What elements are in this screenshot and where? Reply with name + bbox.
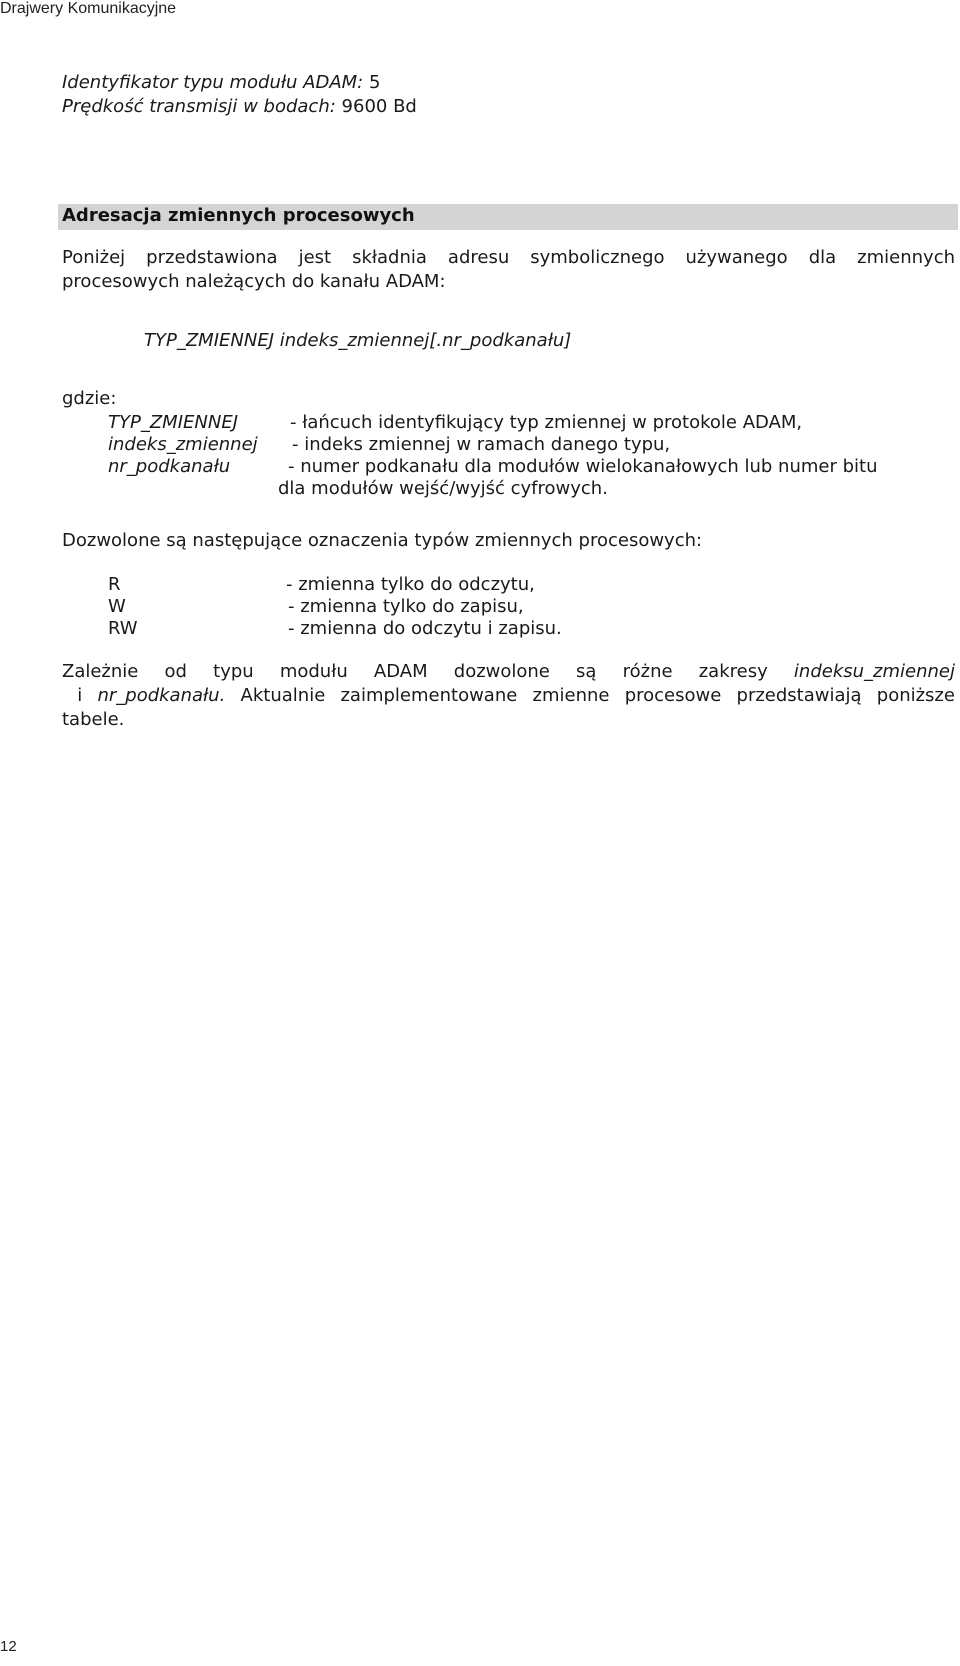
definition-desc-continued: dla modułów wejść/wyjść cyfrowych. — [278, 478, 608, 499]
final-text-3: Aktualnie zaimplementowane zmienne procesowe przedstawiają poniższe — [240, 685, 955, 706]
definition-term: nr_podkanału — [108, 456, 231, 477]
definition-desc: - indeks zmiennej w ramach danego typu, — [292, 434, 671, 455]
final-paragraph — [62, 660, 955, 732]
allowed-types-intro: Dozwolone są następujące oznaczenia typów zmiennych procesowych: — [62, 530, 703, 551]
final-line-1 — [62, 660, 955, 684]
final-italic-index: indeksu_zmiennej — [793, 661, 955, 682]
baud-rate-line — [62, 96, 417, 117]
final-text-2: i — [77, 685, 83, 706]
intro-line-1: Poniżej przedstawiona jest składnia adresu symbolicznego używanego dla zmiennych — [62, 247, 955, 268]
final-text-4: tabele. — [62, 709, 125, 730]
section-title: Adresacja zmiennych procesowych — [62, 205, 415, 226]
where-label: gdzie: — [62, 388, 117, 409]
type-desc: - zmienna tylko do zapisu, — [288, 596, 524, 617]
definition-desc: - łańcuch identyfikujący typ zmiennej w protokole ADAM, — [290, 412, 803, 433]
definition-desc: - numer podkanału dla modułów wielokanałowych lub numer bitu — [288, 456, 878, 477]
address-syntax: TYP_ZMIENNEJ indeks_zmiennej[.nr_podkanału] — [144, 330, 572, 351]
section-heading-bar — [58, 204, 958, 230]
final-line-2 — [62, 684, 955, 708]
module-type-label: Identyfikator typu modułu ADAM: — [62, 72, 364, 93]
type-desc: - zmienna tylko do odczytu, — [286, 574, 535, 595]
type-key: W — [108, 596, 126, 617]
baud-rate-label: Prędkość transmisji w bodach: — [62, 96, 336, 117]
definition-term: indeks_zmiennej — [108, 434, 258, 455]
page-number: 12 — [0, 1638, 17, 1655]
final-text-1: Zależnie od typu modułu ADAM dozwolone są różne zakresy — [62, 661, 768, 682]
definition-term: TYP_ZMIENNEJ — [108, 412, 238, 433]
intro-paragraph — [62, 246, 955, 294]
type-key: R — [108, 574, 121, 595]
type-key: RW — [108, 618, 138, 639]
module-type-value: 5 — [368, 72, 381, 93]
type-desc: - zmienna do odczytu i zapisu. — [288, 618, 562, 639]
final-italic-subchannel: nr_podkanału. — [97, 685, 226, 706]
module-type-line — [62, 72, 380, 93]
baud-rate-value: 9600 Bd — [341, 96, 417, 117]
running-header: Drajwery Komunikacyjne — [0, 0, 177, 17]
intro-line-2: procesowych należących do kanału ADAM: — [62, 271, 446, 292]
